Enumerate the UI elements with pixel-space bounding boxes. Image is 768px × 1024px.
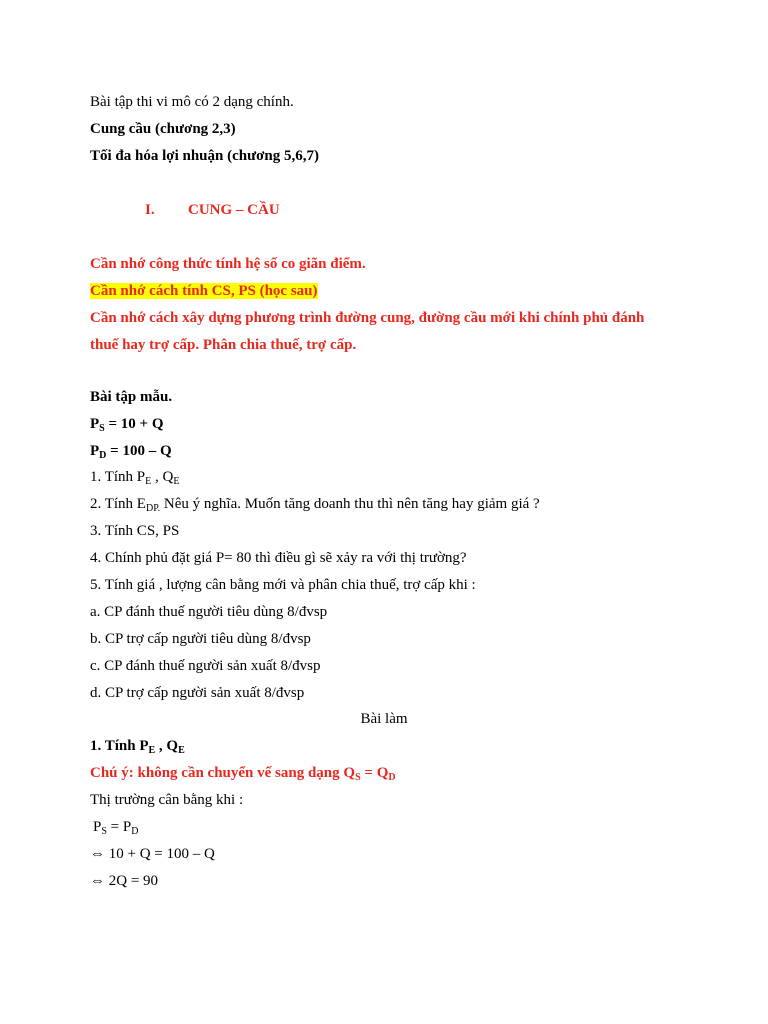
note-cs-ps <box>90 281 318 301</box>
question-5a: a. CP đánh thuế người tiêu dùng 8/đvsp <box>90 604 328 620</box>
intro-line: Bài tập thi vi mô có 2 dạng chính. <box>90 94 294 110</box>
equilibrium-eq-3: ⇔ 2Q = 90 <box>90 873 159 889</box>
equilibrium-intro: Thị trường cân bằng khi : <box>90 792 244 808</box>
note-equations-line2: thuế hay trợ cấp. Phân chia thuế, trợ cấp. <box>90 337 357 353</box>
question-1: 1. Tính $P_E$ , $Q_E$ <box>90 469 180 487</box>
highlighted-text: Cần nhớ cách tính CS, PS (học sau) <box>90 283 318 299</box>
question-5b: b. CP trợ cấp người tiêu dùng 8/đvsp <box>90 631 311 647</box>
solution-title: Bài làm <box>360 711 408 727</box>
question-5d: d. CP trợ cấp người sản xuất 8/đvsp <box>90 685 305 701</box>
topic-profit-max: Tối đa hóa lợi nhuận (chương 5,6,7) <box>90 148 320 164</box>
solution-note: Chú ý: không cần chuyển vế sang dạng $Q_S = Q_D$ <box>90 765 396 783</box>
note-equations-line1: Cần nhớ cách xây dựng phương trình đường cung, đường cầu mới khi chính phủ đánh <box>90 310 645 326</box>
equilibrium-eq-2: ⇔ 10 + Q = 100 – Q <box>90 846 215 862</box>
sample-title: Bài tập mẫu. <box>90 389 173 405</box>
question-5: 5. Tính giá , lượng cân bằng mới và phân chia thuế, trợ cấp khi : <box>90 577 476 593</box>
question-2: 2. Tính $E_{DP.}$ Nêu ý nghĩa. Muốn tăng doanh thu thì nên tăng hay giảm giá ? <box>90 496 540 514</box>
question-5c: c. CP đánh thuế người sản xuất 8/đvsp <box>90 658 321 674</box>
supply-equation: $P_S = 10 + Q$ <box>90 416 164 434</box>
note-elasticity: Cần nhớ công thức tính hệ số co giãn điểm. <box>90 256 366 272</box>
demand-equation: $P_D = 100 - Q$ <box>90 443 172 461</box>
section-number: I. <box>145 202 155 218</box>
solution-step-1: 1. Tính $P_E$ , $Q_E$ <box>90 738 185 756</box>
question-4: 4. Chính phủ đặt giá P= 80 thì điều gì sẽ xảy ra với thị trường? <box>90 550 467 566</box>
question-3: 3. Tính CS, PS <box>90 523 180 539</box>
section-title: CUNG – CẦU <box>188 202 280 218</box>
equilibrium-eq-1: $P_S = P_D$ <box>93 819 139 837</box>
topic-supply-demand: Cung cầu (chương 2,3) <box>90 121 236 137</box>
